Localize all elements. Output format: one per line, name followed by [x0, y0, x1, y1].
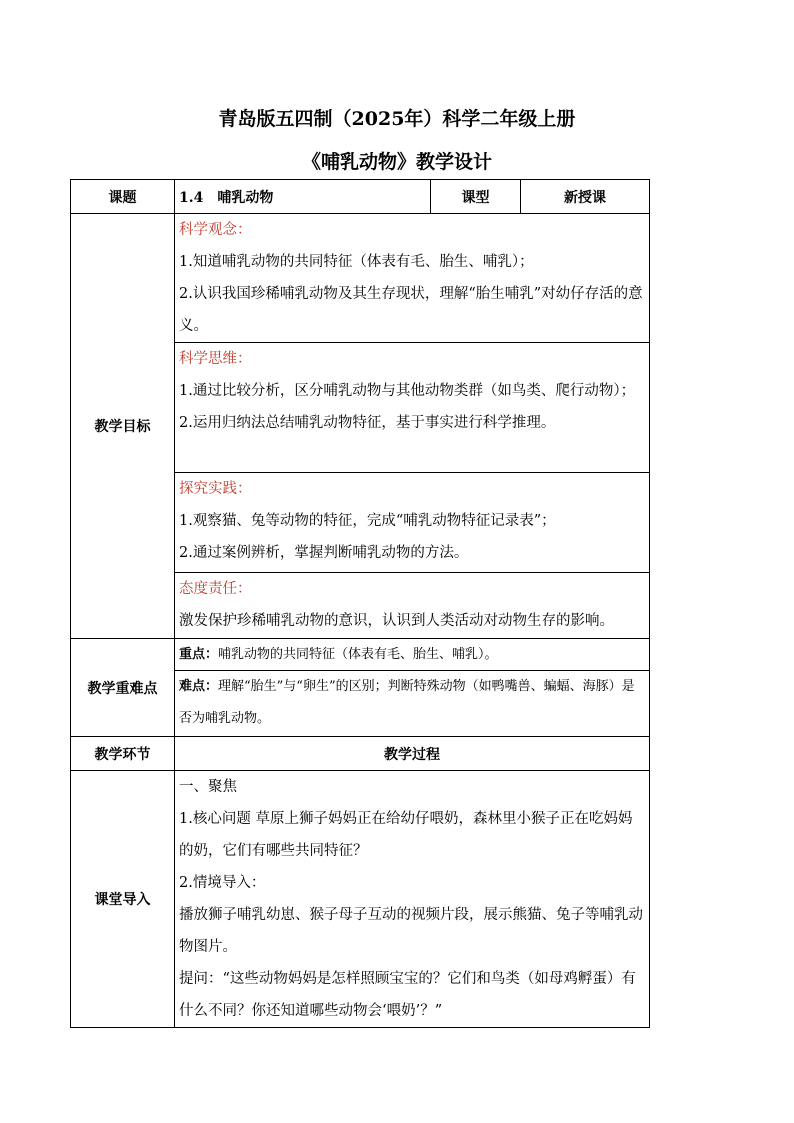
document-subtitle: 《哺乳动物》教学设计: [301, 151, 492, 173]
key-points-label: 教学重难点: [71, 639, 175, 737]
difficulty-text: 理解“胎生”与“卵生”的区别；判断特殊动物（如鸭嘴兽、蝙蝠、海豚）是否为哺乳动物。: [179, 679, 635, 726]
objective-line: 1.观察猫、兔等动物的特征，完成“哺乳动物特征记录表”；: [179, 513, 556, 529]
objective-line: 1.通过比较分析，区分哺乳动物与其他动物类群（如鸟类、爬行动物）；: [179, 383, 636, 399]
process-header-row: [71, 737, 650, 771]
objective-line: 2.认识我国珍稀哺乳动物及其生存现状，理解“胎生哺乳”对幼仔存活的意义。: [179, 286, 643, 334]
objective-heading: 探究实践：: [179, 481, 252, 497]
objective-line: 1.知道哺乳动物的共同特征（体表有毛、胎生、哺乳）；: [179, 254, 534, 270]
header-row: [71, 180, 650, 214]
intro-row: [71, 771, 650, 1028]
objective-heading: 科学观念：: [179, 222, 252, 238]
document-title: 青岛版五四制（2025年）科学二年级上册: [218, 108, 576, 130]
topic-value: 1.4 哺乳动物: [175, 180, 431, 214]
key-point-focus-row: [71, 639, 650, 671]
process-label: 教学过程: [175, 737, 650, 771]
intro-line: 1.核心问题 草原上狮子妈妈正在给幼仔喂奶，森林里小猴子正在吃妈妈的奶，它们有哪些共同特征？: [179, 811, 633, 859]
objective-line: 激发保护珍稀哺乳动物的意识，认识到人类活动对动物生存的影响。: [179, 613, 614, 629]
objectives-label: 教学目标: [71, 214, 175, 639]
objective-line: 2.通过案例辨析，掌握判断哺乳动物的方法。: [179, 545, 469, 561]
key-point-focus: [175, 640, 649, 670]
objective-heading: 态度责任：: [179, 581, 252, 597]
objective-line: 2.运用归纳法总结哺乳动物特征，基于事实进行科学推理。: [179, 415, 556, 431]
objective-heading: 科学思维：: [179, 351, 252, 367]
type-value: 新授课: [521, 180, 650, 214]
key-point-difficulty: [175, 671, 649, 735]
intro-label: 课堂导入: [71, 771, 175, 1028]
difficulty-label: 难点：: [179, 679, 219, 694]
focus-label: 重点：: [179, 646, 219, 662]
intro-line: 提问：“这些动物妈妈是怎样照顾宝宝的？它们和鸟类（如母鸡孵蛋）有什么不同？你还知道哪些动物会‘喂奶’？”: [179, 971, 636, 1019]
focus-text: 哺乳动物的共同特征（体表有毛、胎生、哺乳）。: [218, 646, 498, 662]
intro-line: 播放狮子哺乳幼崽、猴子母子互动的视频片段，展示熊猫、兔子等哺乳动物图片。: [179, 907, 643, 955]
intro-line: 一、聚焦: [179, 779, 237, 795]
stage-label: 教学环节: [71, 737, 175, 771]
lesson-plan-table: [70, 179, 650, 1028]
objective-section-concept: [71, 214, 650, 343]
type-label: 课型: [431, 180, 521, 214]
topic-label: 课题: [71, 180, 175, 214]
intro-line: 2.情境导入：: [179, 875, 266, 891]
